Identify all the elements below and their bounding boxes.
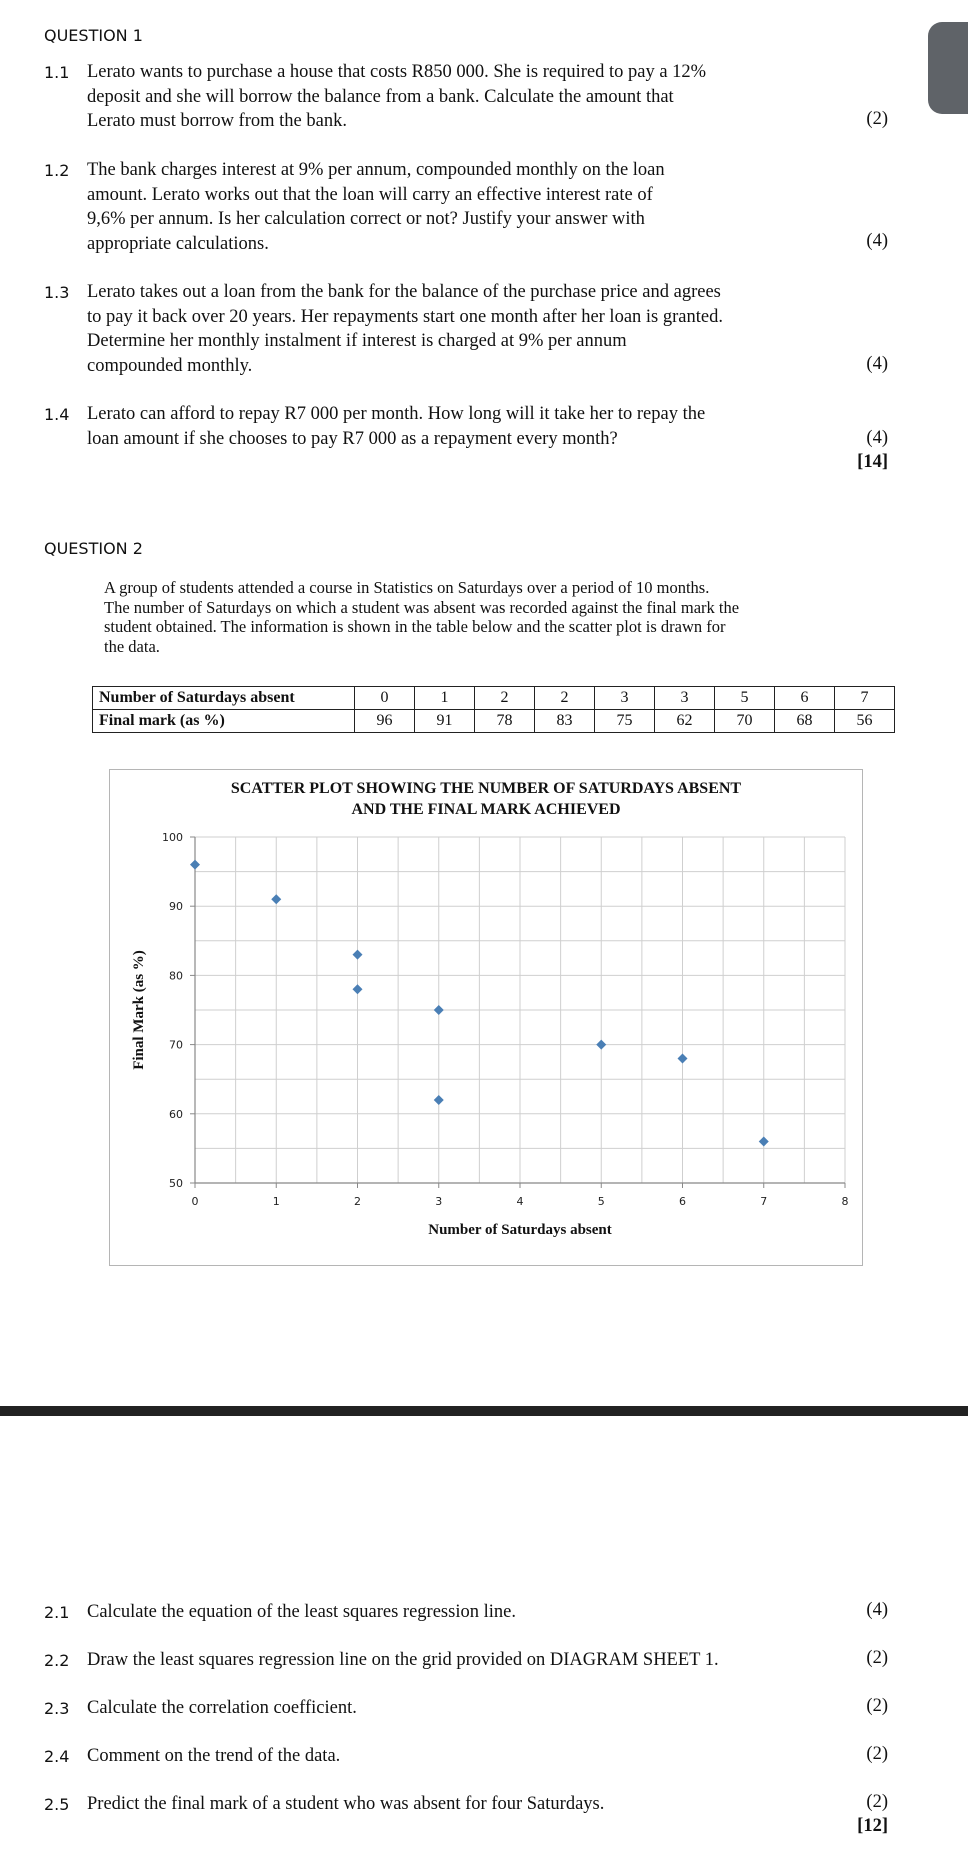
scatter-plot-svg — [110, 770, 862, 1265]
table-row-header: Final mark (as %) — [93, 710, 355, 733]
x-tick-label: 7 — [760, 1195, 768, 1208]
table-cell: 91 — [415, 710, 475, 733]
text-line: the data. — [104, 636, 160, 656]
marks-label: (2) — [866, 1648, 888, 1668]
chart-title-line: SCATTER PLOT SHOWING THE NUMBER OF SATURDAYS ABSENT — [230, 780, 742, 797]
question-number: 2.3 — [44, 1699, 70, 1718]
question-number: 2.1 — [44, 1603, 70, 1622]
text-line: Lerato can afford to repay R7 000 per month. How long will it take her to repay the — [87, 404, 706, 424]
data-point — [678, 1053, 688, 1063]
table-row-header: Number of Saturdays absent — [93, 687, 355, 710]
question-1-total: [14] — [857, 452, 888, 472]
question-text — [87, 60, 822, 134]
x-axis-title: Number of Saturdays absent — [428, 1222, 612, 1238]
question-number: 1.3 — [44, 283, 70, 302]
y-tick-label: 90 — [169, 900, 183, 914]
text-line: to pay it back over 20 years. Her repayments start one month after her loan is granted. — [87, 306, 723, 327]
data-point — [190, 860, 200, 870]
x-tick-label: 5 — [597, 1195, 605, 1208]
text-line: appropriate calculations. — [87, 233, 269, 254]
text-line: A group of students attended a course in Statistics on Saturdays over a period of 10 months. — [104, 578, 710, 597]
question-text: Calculate the equation of the least squares regression line. — [87, 1602, 516, 1622]
table-cell: 5 — [715, 687, 775, 710]
x-tick-label: 8 — [841, 1195, 849, 1208]
question-number: 2.5 — [44, 1795, 70, 1814]
scatter-chart — [109, 769, 863, 1266]
text-line: Determine her monthly instalment if interest is charged at 9% per annum — [87, 331, 627, 351]
y-tick-label: 60 — [169, 1107, 183, 1121]
marks-label: (2) — [866, 109, 888, 129]
question-text: Calculate the correlation coefficient. — [87, 1698, 357, 1718]
text-line: student obtained. The information is shown in the table below and the scatter plot is drawn for — [104, 617, 726, 636]
text-line: Lerato takes out a loan from the bank for the balance of the purchase price and agrees — [87, 282, 721, 302]
question-number: 1.4 — [44, 405, 70, 424]
x-tick-label: 1 — [272, 1195, 280, 1208]
text-line: Lerato wants to purchase a house that costs R850 000. She is required to pay a 12% — [87, 62, 707, 82]
table-row — [93, 710, 895, 733]
table-cell: 83 — [535, 710, 595, 733]
marks-label: (4) — [866, 354, 888, 374]
table-cell: 0 — [355, 687, 415, 710]
question-number: 1.1 — [44, 63, 70, 82]
marks-label: (2) — [866, 1792, 888, 1812]
table-cell: 78 — [475, 710, 535, 733]
marks-label: (4) — [866, 1600, 888, 1620]
table-cell: 70 — [715, 710, 775, 733]
text-line: amount. Lerato works out that the loan will carry an effective interest rate of — [87, 184, 653, 205]
data-point — [434, 1005, 444, 1015]
text-line: deposit and she will borrow the balance from a bank. Calculate the amount that — [87, 86, 674, 107]
side-panel-tab[interactable] — [928, 22, 968, 114]
data-point — [759, 1136, 769, 1146]
data-point — [596, 1040, 606, 1050]
y-tick-label: 100 — [162, 831, 183, 844]
table-cell: 68 — [775, 710, 835, 733]
question-2-heading: QUESTION 2 — [44, 539, 143, 558]
table-cell: 2 — [535, 687, 595, 710]
text-line: The number of Saturdays on which a student was absent was recorded against the final mark the — [104, 597, 740, 617]
x-tick-label: 2 — [354, 1195, 361, 1208]
question-text: Predict the final mark of a student who was absent for four Saturdays. — [87, 1794, 605, 1814]
x-tick-label: 6 — [679, 1195, 686, 1208]
question-1-heading: QUESTION 1 — [44, 26, 143, 45]
text-line: The bank charges interest at 9% per annum, compounded monthly on the loan — [87, 160, 665, 180]
data-point — [353, 950, 363, 960]
table-cell: 6 — [775, 687, 835, 710]
y-tick-label: 80 — [169, 969, 183, 983]
page-divider — [0, 1406, 968, 1416]
question-text — [87, 158, 822, 256]
y-axis-title: Final Mark (as %) — [131, 950, 147, 1070]
question-2-intro — [104, 578, 849, 656]
data-point — [434, 1095, 444, 1105]
y-tick-label: 50 — [169, 1177, 183, 1190]
table-cell: 96 — [355, 710, 415, 733]
question-text: Draw the least squares regression line on the grid provided on DIAGRAM SHEET 1. — [87, 1650, 719, 1670]
question-text — [87, 280, 822, 378]
table-cell: 1 — [415, 687, 475, 710]
question-text — [87, 402, 822, 451]
text-line: compounded monthly. — [87, 355, 253, 376]
x-tick-label: 0 — [191, 1195, 199, 1208]
question-number: 2.4 — [44, 1747, 70, 1766]
data-point — [271, 894, 281, 904]
question-number: 1.2 — [44, 161, 70, 180]
x-tick-label: 3 — [435, 1195, 443, 1208]
question-text: Comment on the trend of the data. — [87, 1746, 341, 1766]
table-cell: 62 — [655, 710, 715, 733]
table-cell: 75 — [595, 710, 655, 733]
question-2-total: [12] — [857, 1816, 888, 1836]
data-table — [92, 686, 895, 733]
table-row — [93, 687, 895, 710]
data-point — [353, 984, 363, 994]
marks-label: (2) — [866, 1744, 888, 1764]
table-cell: 7 — [835, 687, 895, 710]
chart-title-line: AND THE FINAL MARK ACHIEVED — [351, 801, 621, 818]
marks-label: (4) — [866, 428, 888, 448]
text-line: Lerato must borrow from the bank. — [87, 111, 347, 131]
table-cell: 3 — [655, 687, 715, 710]
question-number: 2.2 — [44, 1651, 70, 1670]
marks-label: (2) — [866, 1696, 888, 1716]
table-cell: 2 — [475, 687, 535, 710]
text-line: loan amount if she chooses to pay R7 000 as a repayment every month? — [87, 428, 618, 449]
x-tick-label: 4 — [516, 1195, 524, 1208]
text-line: 9,6% per annum. Is her calculation correct or not? Justify your answer with — [87, 209, 645, 229]
marks-label: (4) — [866, 231, 888, 251]
y-tick-label: 70 — [169, 1038, 183, 1052]
table-cell: 56 — [835, 710, 895, 733]
table-cell: 3 — [595, 687, 655, 710]
